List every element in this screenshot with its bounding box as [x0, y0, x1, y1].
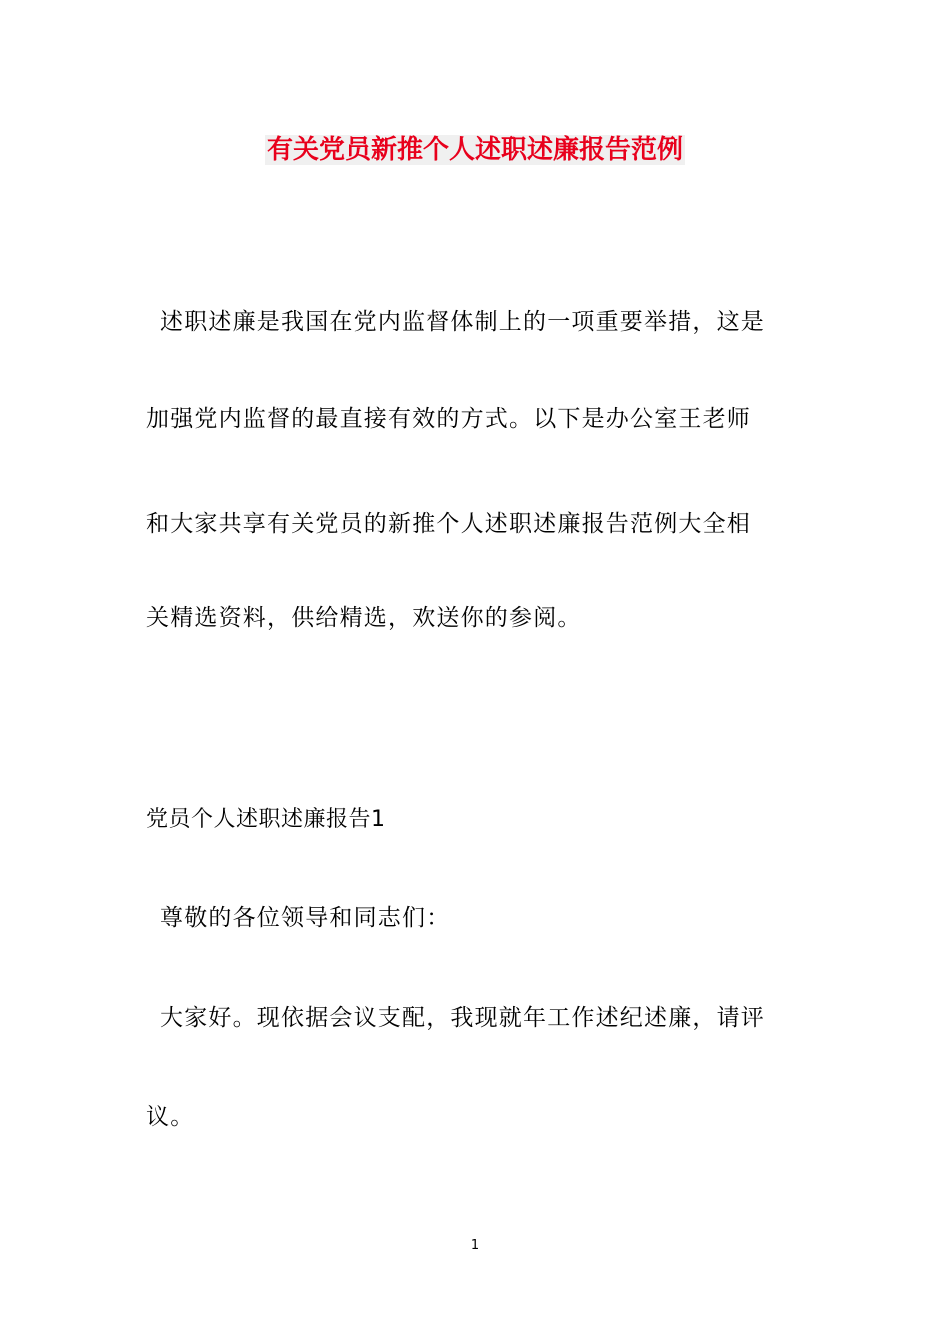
document-title — [0, 130, 950, 170]
intro-line-4: 关精选资料，供给精选，欢送你的参阅。 — [146, 605, 582, 631]
intro-line-1: 述职述廉是我国在党内监督体制上的一项重要举措，这是 — [160, 309, 765, 335]
document-title-text: 有关党员新推个人述职述廉报告范例 — [266, 135, 683, 165]
salutation: 尊敬的各位领导和同志们： — [160, 905, 451, 931]
section-heading: 党员个人述职述廉报告1 — [146, 807, 386, 832]
intro-line-3: 和大家共享有关党员的新推个人述职述廉报告范例大全相 — [146, 511, 751, 537]
page-number: 1 — [470, 1238, 480, 1253]
body-line-1: 大家好。现依据会议支配，我现就年工作述纪述廉，请评 — [160, 1005, 765, 1031]
intro-line-2: 加强党内监督的最直接有效的方式。以下是办公室王老师 — [146, 406, 751, 432]
body-line-2: 议。 — [146, 1104, 195, 1130]
